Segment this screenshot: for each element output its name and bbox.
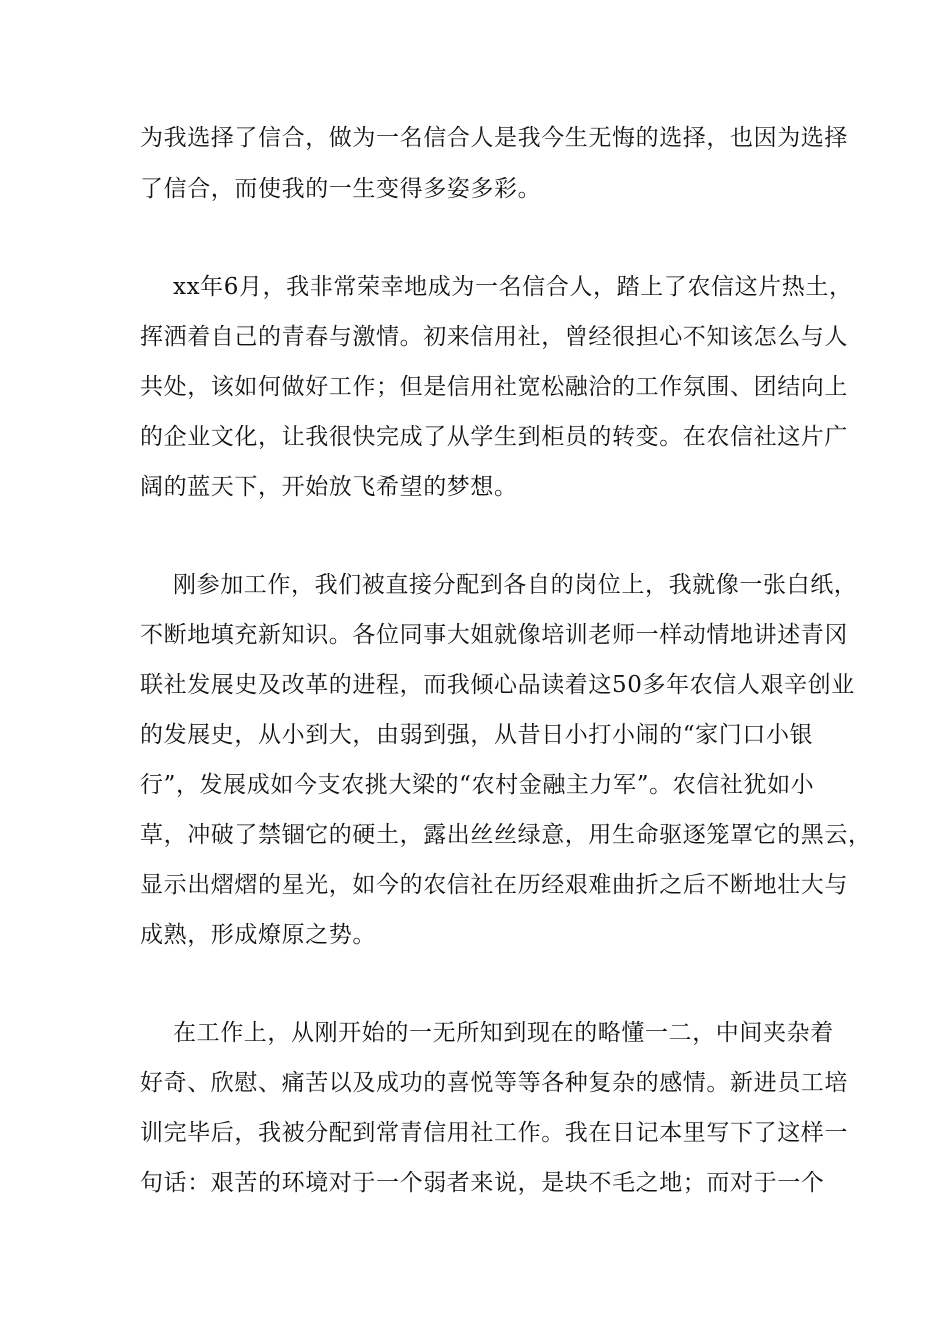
paragraph-3-line-5: 行”，发展成如今支农挑大梁的“农村金融主力军”。农信社犹如小 [140, 772, 815, 798]
paragraph-4-line-1: 在工作上，从刚开始的一无所知到现在的略懂一二，中间夹杂着 [173, 1020, 834, 1046]
paragraph-3-line-1: 刚参加工作，我们被直接分配到各自的岗位上，我就像一张白纸， [173, 572, 858, 598]
paragraph-3-line-4: 的发展史，从小到大，由弱到强，从昔日小打小闹的“家门口小银 [140, 722, 814, 748]
paragraph-3-line-7: 显示出熠熠的星光，如今的农信社在历经艰难曲折之后不断地壮大与 [140, 872, 848, 898]
paragraph-3-line-3: 联社发展史及改革的进程，而我倾心品读着这50多年农信人艰辛创业 [140, 672, 855, 698]
paragraph-1-line-2: 了信合，而使我的一生变得多姿多彩。 [140, 176, 542, 202]
paragraph-2-line-5: 阔的蓝天下，开始放飞希望的梦想。 [140, 474, 518, 500]
paragraph-4-line-2: 好奇、欣慰、痛苦以及成功的喜悦等等各种复杂的感情。新进员工培 [140, 1070, 848, 1096]
paragraph-2-line-2: 挥洒着自己的青春与激情。初来信用社，曾经很担心不知该怎么与人 [140, 324, 848, 350]
paragraph-4-line-4: 句话：艰苦的环境对于一个弱者来说，是块不毛之地；而对于一个 [140, 1170, 825, 1196]
paragraph-4-line-3: 训完毕后，我被分配到常青信用社工作。我在日记本里写下了这样一 [140, 1120, 848, 1146]
paragraph-3-line-6: 草，冲破了禁锢它的硬土，露出丝丝绿意，用生命驱逐笼罩它的黑云， [140, 822, 872, 848]
paragraph-2-line-3: 共处，该如何做好工作；但是信用社宽松融洽的工作氛围、团结向上 [140, 374, 848, 400]
paragraph-3-line-8: 成熟，形成燎原之势。 [140, 922, 376, 948]
paragraph-2-line-4: 的企业文化，让我很快完成了从学生到柜员的转变。在农信社这片广 [140, 424, 848, 450]
paragraph-1-line-1: 为我选择了信合，做为一名信合人是我今生无悔的选择，也因为选择 [140, 125, 848, 151]
paragraph-2-line-1: xx年6月，我非常荣幸地成为一名信合人，踏上了农信这片热土， [173, 274, 853, 300]
paragraph-3-line-2: 不断地填充新知识。各位同事大姐就像培训老师一样动情地讲述青冈 [140, 622, 848, 648]
